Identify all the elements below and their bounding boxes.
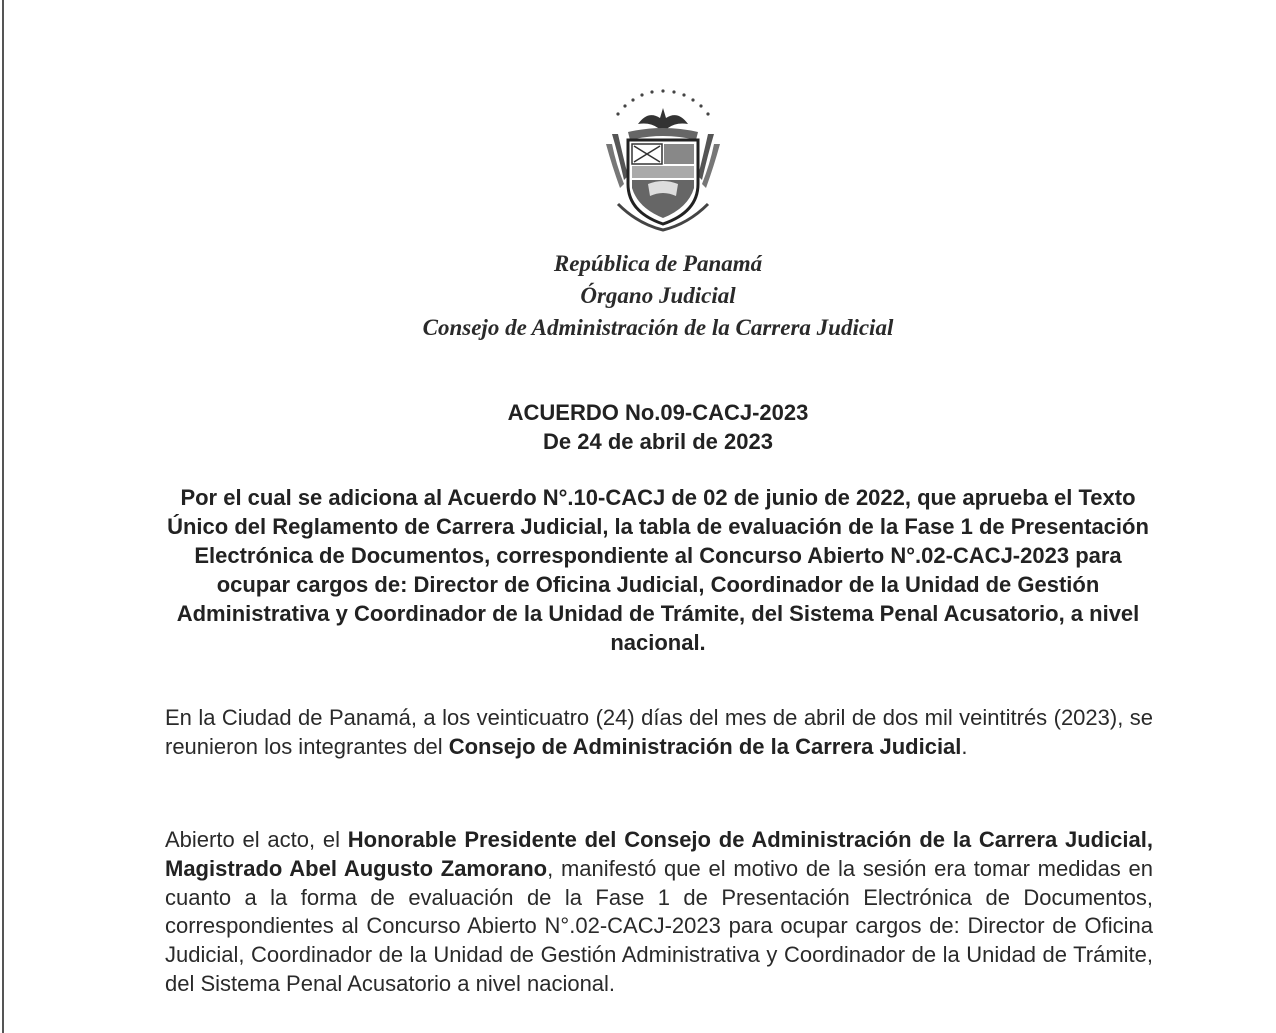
header-organ: Órgano Judicial xyxy=(580,283,736,308)
paragraph-opening xyxy=(165,826,1153,999)
paragraph-text: En la Ciudad de Panamá, a los veinticuatro (24) días del mes de abril de dos mil veintitrés (2023), se reunieron los integrantes del xyxy=(165,705,1153,759)
agreement-title-block xyxy=(0,398,1276,456)
paragraph-bold-text: Consejo de Administración de la Carrera Judicial xyxy=(448,733,962,759)
header-country: República de Panamá xyxy=(553,251,763,276)
page-edge-line xyxy=(2,0,4,1033)
paragraph-text: , manifestó que el motivo de la sesión era tomar medidas en cuanto a la forma de evaluación de la Fase 1 de Presentación Electrónica de Documentos, correspondientes al Concurso Abierto N°.02-CACJ-2023 para ocupar cargos de: Director de Oficina Judicial, Coordinador de la Unidad de Gestión Administrativa y Coordinador de la Unidad de Trámite, del Sistema Penal Acusatorio a nivel nacional. xyxy=(165,855,1153,996)
agreement-number: ACUERDO No.09-CACJ-2023 xyxy=(507,400,809,425)
paragraph-meeting xyxy=(165,704,1153,762)
agreement-summary: Por el cual se adiciona al Acuerdo N°.10-CACJ de 02 de junio de 2022, que aprueba el Texto Único del Reglamento de Carrera Judicial, la tabla de evaluación de la Fase 1 de Presentación Electrónica de Documentos, correspondiente al Concurso Abierto N°.02-CACJ-2023 para ocupar cargos de: Director de Oficina Judicial, Coordinador de la Unidad de Gestión Administrativa y Coordinador de la Unidad de Trámite, del Sistema Penal Acusatorio, a nivel nacional. xyxy=(167,485,1149,655)
paragraph-text: Abierto el acto, el xyxy=(165,827,348,852)
paragraph-bold-text: Honorable Presidente del Consejo de Administración de la Carrera Judicial, Magistrado Abel Augusto Zamorano xyxy=(165,827,1153,881)
institution-header xyxy=(0,248,1276,344)
header-council: Consejo de Administración de la Carrera Judicial xyxy=(422,315,894,340)
paragraph-text: . xyxy=(961,733,968,759)
coat-of-arms-seal xyxy=(598,84,728,234)
agreement-date: De 24 de abril de 2023 xyxy=(543,429,773,454)
